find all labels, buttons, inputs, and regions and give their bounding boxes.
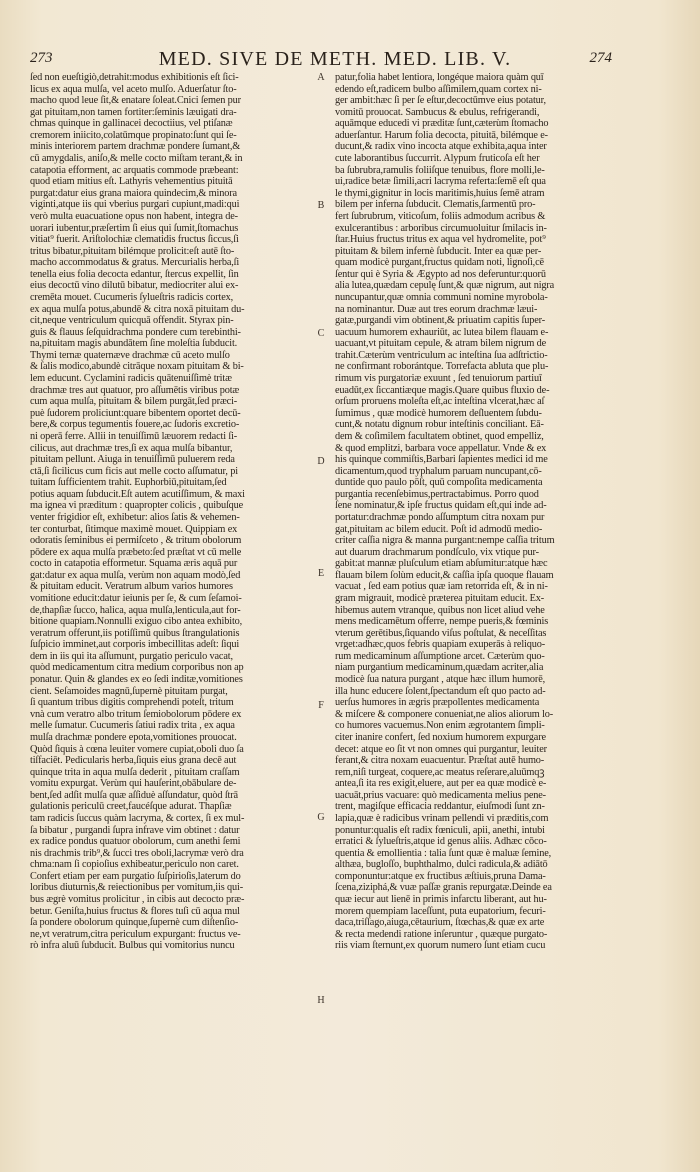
text-line: ſa bibatur , purgandi ſupra infrave vim obtinet : datur xyxy=(30,824,240,836)
text-line: quentia & emollientia : talia ſunt quæ è maluæ ſemine, xyxy=(335,847,552,859)
text-line: edendo eſt,radicem bulbo aſſimilem,quam cortex ni- xyxy=(335,83,542,95)
text-line: alia lutea,quædam cepulę ſunt,& quæ nigrum, aut nigra xyxy=(335,280,555,292)
text-line: aut duarum drachmarum pondſculo, vix vtique pur- xyxy=(335,546,539,558)
text-line: althæa, bugloſſo, buphthalmo, dulci radicula,& adiātō xyxy=(335,859,548,871)
text-line: cient. Seſamoides magnū,ſupernè pituitam purgat, xyxy=(30,685,228,697)
text-line: dicamentum,quod tryphalum paruam nuncupant,cō- xyxy=(335,465,542,477)
text-line: pituitam & bilem infernè ſubducit. Inter ea quæ per- xyxy=(335,245,542,257)
text-line: gabit:at mannæ pluſculum etiam abſumitur:atque hæc xyxy=(335,558,548,570)
page-number-left: 273 xyxy=(30,50,53,66)
text-line: fert ſubrubrum, viticoſum, foliis admodum acribus & xyxy=(335,210,546,222)
text-line: niam purgantium medicaminum,quædam acriter,alia xyxy=(335,662,544,674)
text-line: de,thapſiæ ſucco, halica, aqua mulſa,lenticula,aut for- xyxy=(30,604,241,616)
text-line: morem quempiam laceſſunt, puta eupatorium, fecuri- xyxy=(335,905,546,917)
right-text-column xyxy=(335,72,627,1077)
text-line: Quòd ſiquis à cœna leuiter vomere cupiat,oboli duo ſa xyxy=(30,743,244,755)
text-line: ni operā ferre. Allii in tenuiſſimū læuorem redacti ſi- xyxy=(30,430,238,442)
text-line: ſa pondere obolorum quinque,ſupernè cum diſtenſio- xyxy=(30,917,239,929)
text-line: ſtar.Huius fructus tritus ex aqua vel hydromelite, pot⁹ xyxy=(335,234,546,246)
text-line: cum aqua mulſa, pituitam & bilem purgāt,ſed præci- xyxy=(30,396,238,408)
text-line: uorari iubentur,præſertim ſi eius qui ſumit,ſtomachus xyxy=(30,222,239,234)
text-line: venter frigidior eſt, exhibetur: alios ſatis & vehemen- xyxy=(30,511,240,523)
text-line: cunt,& notatu dignum robur inteſtinis conciliant. Eā- xyxy=(335,419,544,431)
text-line: vrget:adhæc,quos febris quapiam exuperās à reliquo- xyxy=(335,639,546,651)
text-line: vitiat⁹ fuerit. Ariſtolochiæ clematidis fructus ſiccus,ſi xyxy=(30,234,239,246)
text-line: lem educunt. Cyclamini radicis quātenuiſſimè tritæ xyxy=(30,373,232,385)
section-marker-h: H xyxy=(317,995,325,1006)
text-line: guis & flauus ſeſquidrachma pondere cum terebinthi- xyxy=(30,326,241,338)
section-marker-a: A xyxy=(317,72,325,83)
text-line: macho quod leue ſit,& enatare ſoleat.Cnici ſemen pur xyxy=(30,95,241,107)
text-line: Thymi ternæ quaternæve drachmæ cū aceto mulſo xyxy=(30,349,230,361)
text-line: ſcena,ziziphá,& vuæ paſſæ granis repurgatæ.Deinde ea xyxy=(335,882,552,894)
text-line: uerſus humores in ægris præpollentes medicamenta xyxy=(335,697,540,709)
text-line: nis drachmis trib⁹,& ſucci tres oboli,lacrymæ verò dra xyxy=(30,847,244,859)
text-line: potius aquam ſubducit.Eſt autem acutiſſimum, & maxi xyxy=(30,488,245,500)
text-line: cute laborantibus ſuccurrit. Alypum fruticoſa eſt her xyxy=(335,153,540,165)
text-line: ter conturbat, ſitimque maximè mouet. Quippiam ex xyxy=(30,523,238,535)
text-line: & pituitam educit. Veratrum album varios humores xyxy=(30,581,233,593)
section-marker-g: G xyxy=(317,812,325,823)
text-line: vterum gerētibus,ſiquando viſus poſtulat, & neceſſitas xyxy=(335,627,547,639)
text-line: cilicus, aut drachmæ tres,ſi ex aqua mulſa bibantur, xyxy=(30,442,233,454)
text-line: cit,neque ventriculum quicquā offendit. Styrax pin- xyxy=(30,315,234,327)
text-line: quam modicè purgant,fructus quidam noti, lignoſi,cē xyxy=(335,257,544,269)
text-line: ponuntur:qualis eſt radix fœniculi, apii, anethi, intubi xyxy=(335,824,545,836)
section-marker-e: E xyxy=(317,568,325,579)
text-line: purgantia recenſebimus,pertractabimus. Porro quod xyxy=(335,488,539,500)
section-marker-d: D xyxy=(317,456,325,467)
text-line: bus ægrè vomitus prolicitur , in cibis aut decocto præ- xyxy=(30,894,245,906)
text-line: & recta medendi ratione inſeruntur , quæque purgato- xyxy=(335,928,548,940)
text-line: bent,ſed adſit mulſa quæ aſſiduè aſſundatur, quòd ſtrā xyxy=(30,789,238,801)
text-line: gat:datur ex aqua mulſa, verùm non aquam modò,ſed xyxy=(30,569,241,581)
text-line: uacuant,vt pituitam cepule, & atram bilem nigrum de xyxy=(335,338,547,350)
text-line: trahit.Cæterùm ventriculum ac inteſtina ſua adſtrictio- xyxy=(335,349,548,361)
text-line: gat,pituitam ac bilem educit. Poſt id admodū medio- xyxy=(335,523,543,535)
text-line: melle ſumatur. Cucumeris ſatiui radix trita , ex aqua xyxy=(30,720,235,732)
text-line: uacuāt,prius vacuare: quò medicamenta melius pene- xyxy=(335,789,546,801)
text-line: patur,folia habet lentiora, longéque maiora quàm quī xyxy=(335,72,544,83)
text-line: lapia,quæ è radicibus vrinam pellendi vi præditis,com xyxy=(335,813,549,824)
text-line: orſum proruens moleſta eſt,ac inteſtina vlcerat,hæc aſ xyxy=(335,396,545,408)
text-line: cremēta mouet. Cucumeris ſylueſtris radicis cortex, xyxy=(30,291,234,303)
text-line: pituitam pellunt. Aiuga in tenuiſſimū puluerem reda xyxy=(30,454,235,466)
text-line: puè ſudorem proliciunt:quare bibentem oportet decū- xyxy=(30,407,241,419)
text-line: gulationis periculū creet,faucéſque adurat. Thapſiæ xyxy=(30,801,232,813)
text-line: ducunt,& radix vino incocta atque exhibita,aqua inter xyxy=(335,141,547,153)
text-line: co humores vacuemus.Non enim ægrotantem ſimpli- xyxy=(335,720,545,732)
text-line: aquāmque educedi vi præditæ ſunt,cæterùm ſtomacho xyxy=(335,118,549,130)
text-line: mulſa drachmæ pondere epota,vomitiones prouocat. xyxy=(30,731,237,743)
text-line: Confert etiam per eam purgatio ſuſpirioſis,laterum do xyxy=(30,870,241,882)
text-line: eius decoctū vino dilutū bibatur, mediocriter alui ex- xyxy=(30,280,239,292)
text-line: vacuat , ſed eam potius quæ iam retorrida eſt, & in ni- xyxy=(335,581,548,593)
text-line: cremorem iniicito,colatūmque propinato:ſunt qui ſe- xyxy=(30,129,237,141)
text-line: vnà cum veratro albo tritum ſemiobolorum pōdere ex xyxy=(30,708,242,720)
text-line: hibemus autem vtranque, quibus non licet aliud vehe xyxy=(335,604,545,616)
text-line: ger ambit:hæc ſi per ſe eſtur,decoctūmve eius potatur, xyxy=(335,95,546,107)
text-line: trent, magiſque efficacia reddantur, eiuſmodi ſunt zn- xyxy=(335,801,545,813)
text-line: chmas quinque in gallinacei decoctiius, vel ptiſanæ xyxy=(30,118,233,130)
text-line: ferant,& citra noxam euacuentur. Præſtat autē humo- xyxy=(335,755,545,767)
text-line: pōdere ex aqua mulſa præbeto:ſed præſtat vt cū melle xyxy=(30,546,242,558)
running-head: MED. SIVE DE METH. MED. LIB. V. xyxy=(158,48,512,70)
text-line: cocto in catapotia efformetur. Squama æris aquā pur xyxy=(30,558,238,570)
text-line: antea,ſi ita res exigit,eluere, aut per ea quæ modicè e- xyxy=(335,778,547,790)
text-line: tuitam ſufficientem trahit. Euphorbiū,pituitam,ſed xyxy=(30,477,227,489)
text-line: gatæ,purgandi vim obtinent,& priuatim capitis ſuper- xyxy=(335,315,546,327)
text-line: modicè ſua natura purgant , atque hæc illum humorē, xyxy=(335,674,546,686)
text-line: ſuſpicio imminet,aut corporis imbecillitas adeſt: ſiqui xyxy=(30,639,240,651)
left-text-column xyxy=(30,72,322,1077)
section-marker-c: C xyxy=(317,328,325,339)
text-line: & miſcere & componere conueniat,ne alios aliorum lo- xyxy=(335,708,554,720)
text-line: nuncupantur,quæ omnia communi nomine myrobola- xyxy=(335,291,548,303)
text-line: veratrum offerunt,iis potiſſimū quibus ſtrangulationis xyxy=(30,627,240,639)
section-markers xyxy=(312,72,330,1077)
text-line: odoratis ſeminibus ei permiſceto , & tritum obolorum xyxy=(30,535,242,547)
text-line: bere,& corpus tegumentis fouere,ac ſudoris excretio- xyxy=(30,419,240,431)
text-line: vomitū prouocat. Sambucus & ebulus, refrigerandi, xyxy=(335,106,540,118)
text-line: loribus diuturnis,& reiectionibus per vomitum,iis qui- xyxy=(30,882,243,894)
text-line: ex aqua mulſa potus,abundē & citra noxā pituitam du- xyxy=(30,303,245,315)
text-line: & quod emplitzi, barbara voce appellatur. Vnde & ex xyxy=(335,442,547,454)
text-line: na,pituitam magis abundātem ſine moleſtia ſubducit. xyxy=(30,338,238,350)
text-line: tritus bibatur,pituitam bilémque prolicit:eſt autē ſto- xyxy=(30,245,235,257)
text-line: chma:nam ſi copioſius exhibeatur,periculo non caret. xyxy=(30,859,239,871)
text-line: ſene nominatur,& ipſe fructus quidam eſt,qui inde ad- xyxy=(335,500,547,512)
text-line: componuntur:atque ex fructibus æſtiuis,pruna Dama- xyxy=(335,870,546,882)
text-line: rimum vis purgatoriæ exuunt , ſed tenuiorum partiuī xyxy=(335,373,542,385)
text-line: viginti,atque iis qui vberius purgari cupiunt,madi:qui xyxy=(30,199,240,211)
text-line: uacuum humorem exhauriūt, ac lutea bilem flauam e- xyxy=(335,326,549,338)
text-line: gat pituitam,non tamen fortiter:ſeminis læuigati dra- xyxy=(30,106,237,118)
text-line: vomitione educit:datur ieiunis per ſe, & cum ſeſamoi- xyxy=(30,593,242,605)
text-line: vomitu expurgat. Verùm qui hauſerint,obābulare de- xyxy=(30,778,237,790)
text-line: ponatur. Quin & glandes ex eo ſedi inditæ,vomitiones xyxy=(30,674,243,686)
text-line: macho accommodatus & gratus. Mercurialis herba,ſi xyxy=(30,257,240,269)
text-line: cū amygdalis, aniſo,& melle cocto miſtam terant,& in xyxy=(30,153,243,165)
text-line: ex radice pondus quatuor obolorum, cum anethi ſemi xyxy=(30,836,241,848)
text-line: betur. Geniſta,huius fructus & flores tuſi cū aqua mul xyxy=(30,905,240,917)
text-line: ſentur qui è Syria & Ægypto ad nos deferuntur:quorū xyxy=(335,268,546,280)
text-line: quòd medicamentum citra medium corporibus non ap xyxy=(30,662,244,674)
text-line: rò infra aluū ſubducit. Bulbus qui vomitorius nuncu xyxy=(30,940,235,952)
text-line: aduerſantur. Harum folia decocta, pituitā, bilémque e- xyxy=(335,129,548,141)
text-line: dem in iis qui ita aſſumunt, purgatio periculo vacat, xyxy=(30,650,233,662)
text-line: rem,niſi turgeat, coquere,ac meatus reſerare,aluūmqꝫ xyxy=(335,766,545,778)
text-line: drachmæ tres aut quatuor, pro aſſumētis viribus potæ xyxy=(30,384,240,396)
text-line: rum medicaminum aſſumptione arcet. Cæterùm quo- xyxy=(335,650,545,662)
text-line: bitione quapiam.Nonnulli exiguo cibo antea exhibito, xyxy=(30,616,243,628)
text-line: euadūt,ex ſiccantiæque magis.Quare quibus fluxio de- xyxy=(335,384,550,396)
text-line: ne confirmant roborántque. Torrefacta abluta que plu- xyxy=(335,361,549,373)
text-line: ne,vt veratrum,citra periculum expurgant: fructus ve- xyxy=(30,928,241,940)
text-line: minis interiorem partem drachmæ pondere ſumant,& xyxy=(30,141,241,153)
text-line: flauam bilem ſolùm educit,& caſſia ipſa quoque flauam xyxy=(335,569,554,581)
text-line: quæ iecur aut lienē in primis infarctu liberant, aut hu- xyxy=(335,894,547,906)
text-line: illa hunc educere ſolent,ſpectandum eſt quo pacto ad- xyxy=(335,685,546,697)
text-line: tiſfaciēt. Pedicularis herba,ſiquis eius grana decē aut xyxy=(30,755,237,767)
section-marker-f: F xyxy=(318,700,324,711)
text-line: quod etiam mitius eſt. Lathyris vehementius pituitā xyxy=(30,176,233,188)
text-line: purgat:datur eius grana maiora quindecim,& minora xyxy=(30,187,237,199)
text-line: dem & coſimilem facultatem obtinet, quod empelliz, xyxy=(335,430,544,442)
page-number-right: 274 xyxy=(589,50,612,66)
text-line: duntide quo paulo pōſt, quū compoſita medicamenta xyxy=(335,477,543,489)
text-line: exulcerantibus : arboribus circumuoluitur ſmilacis in- xyxy=(335,222,547,234)
text-line: na nominantur. Duæ aut tres eorum drachmæ læui- xyxy=(335,303,538,315)
text-line: ui,radice betæ ſimili,acri lacryma referta:ſemē eſt qua xyxy=(335,176,546,188)
text-line: catapotia efforment, ac arquatis commode præbeant: xyxy=(30,164,239,176)
text-line: mens medicamētum offerre, nempe pueris,& fœminis xyxy=(335,616,549,628)
text-line: quinque trita in aqua mulſa dederit , pituitam craſſam xyxy=(30,766,240,778)
text-line: & ſalis modico,abundè citrāque noxam pituitam & bi- xyxy=(30,361,244,373)
text-line: criter caſſia nigra & manna purgant:nempe caſſia tritum xyxy=(335,535,555,547)
text-line: licus ex aqua mulſa, vel aceto mulſo. Aduerſatur ſto- xyxy=(30,83,237,95)
text-line: ſed non eueſtigiò,detrahit:modus exhibitionis eſt ſici- xyxy=(30,72,239,83)
text-line: decet: atque eo ſit vt non omnes qui purgantur, leuiter xyxy=(335,743,547,755)
text-line: gram migrauit, modicè præterea pituitam educit. Ex- xyxy=(335,593,545,605)
text-line: le thymi,gignitur in locis maritimis,huius ſemē atram xyxy=(335,187,545,199)
text-line: bilem per inferna ſubducit. Clematis,ſarmentū pro- xyxy=(335,199,536,211)
text-line: tenella eius folia decocta edantur, ſtercus expellit, ſin xyxy=(30,268,239,280)
text-line: riis viam ſternunt,ex quorum numero ſunt etiam cucu xyxy=(335,940,546,952)
section-marker-b: B xyxy=(317,200,325,211)
text-line: daca,triſſago,aiuga,cētaurium, ſtœchas,& quæ ex arte xyxy=(335,917,545,929)
text-line: tam radicis ſuccus quàm lacryma, & cortex, ſi ex mul- xyxy=(30,813,245,824)
text-line: ſi quantum tribus digitis comprehendi poteſt, tritum xyxy=(30,697,234,709)
text-line: ctā,ſi ſicilicus cum ficis aut melle cocto aſſumatur, pi xyxy=(30,465,238,477)
text-line: citer inanire confert, ſed noxium humorem expurgare xyxy=(335,731,546,743)
text-line: verò multa euacuatione opus non habent, integra de- xyxy=(30,210,238,222)
text-line: erratici & ſylueſtris,atque id genus aliis. Adhæc cōco- xyxy=(335,836,547,848)
text-line: portatur:drachmæ pondo aſſumptum citra noxam pur xyxy=(335,511,545,523)
text-line: ba ſubrubra,ramulis foliiſque tenuibus, flore molli,le- xyxy=(335,164,545,176)
text-line: ma ignea vi præditum : quapropter colicis , quibuſque xyxy=(30,500,244,512)
text-line: ſumimus , quæ modicè humorem deſluentem ſubdu- xyxy=(335,407,542,419)
text-line: his quinque commiſtis,Barbari ſapientes medici id me xyxy=(335,454,548,466)
